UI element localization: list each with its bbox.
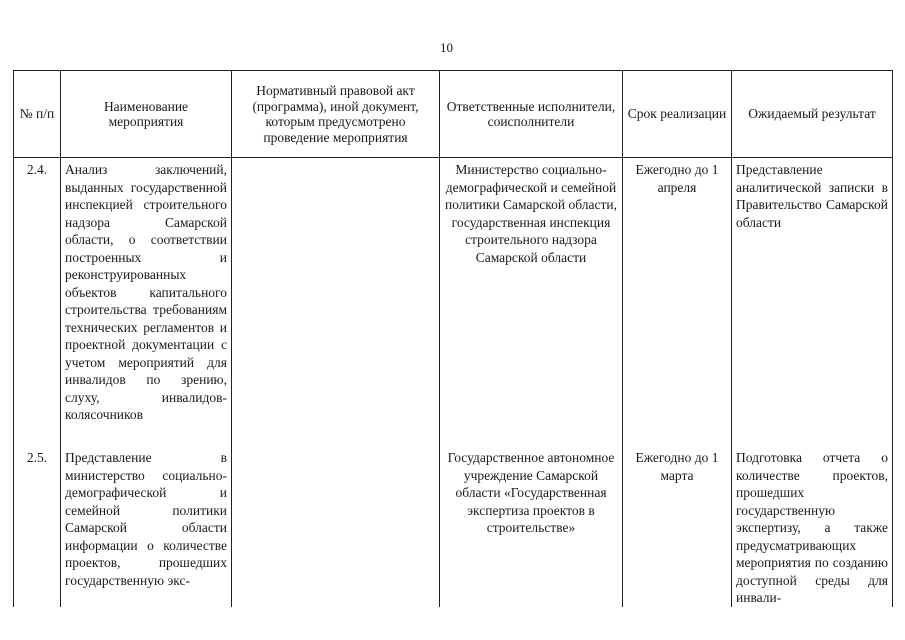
row-num: 2.5. bbox=[14, 441, 61, 607]
table-row bbox=[14, 441, 893, 607]
row-act bbox=[232, 158, 440, 442]
row-result: Подготовка отчета о количестве проектов, прошедших государственную экспертизу, а также предусматривающих мероприятия по созданию доступной среды для инвали- bbox=[732, 441, 893, 607]
row-act bbox=[232, 441, 440, 607]
row-result: Представление аналитической записки в Правительство Самарской области bbox=[732, 158, 893, 442]
header-term: Срок реализации bbox=[623, 71, 732, 158]
row-exec: Министерство социально-демографической и семейной политики Самарской области, государственная инспекция строительного надзора Самарской области bbox=[440, 158, 623, 442]
header-act: Нормативный правовой акт (программа), иной документ, которым предусмотрено проведение мероприятия bbox=[232, 71, 440, 158]
header-result: Ожидаемый результат bbox=[732, 71, 893, 158]
row-num: 2.4. bbox=[14, 158, 61, 442]
row-term: Ежегодно до 1 марта bbox=[623, 441, 732, 607]
header-exec: Ответственные исполнители, соисполнители bbox=[440, 71, 623, 158]
row-term: Ежегодно до 1 апреля bbox=[623, 158, 732, 442]
table-row bbox=[14, 158, 893, 442]
table-header-row bbox=[14, 71, 893, 158]
row-name: Представление в министерство социально-демографической и семейной политики Самарской области информации о количестве проектов, прошедших государственную экс- bbox=[61, 441, 232, 607]
activities-table bbox=[13, 70, 893, 607]
header-num: № п/п bbox=[14, 71, 61, 158]
page-number: 10 bbox=[440, 40, 453, 55]
row-name: Анализ заключений, выданных государственной инспекцией строительного надзора Самарской области, о соответствии построенных и реконструированных объектов капитального строительства требованиям технических регламентов и проектной документации с учетом мероприятий для инвалидов по зрению, слуху, инвалидов-колясочников bbox=[61, 158, 232, 442]
row-exec: Государственное автономное учреждение Самарской области «Государственная экспертиза проектов в строительстве» bbox=[440, 441, 623, 607]
header-name: Наименование мероприятия bbox=[61, 71, 232, 158]
